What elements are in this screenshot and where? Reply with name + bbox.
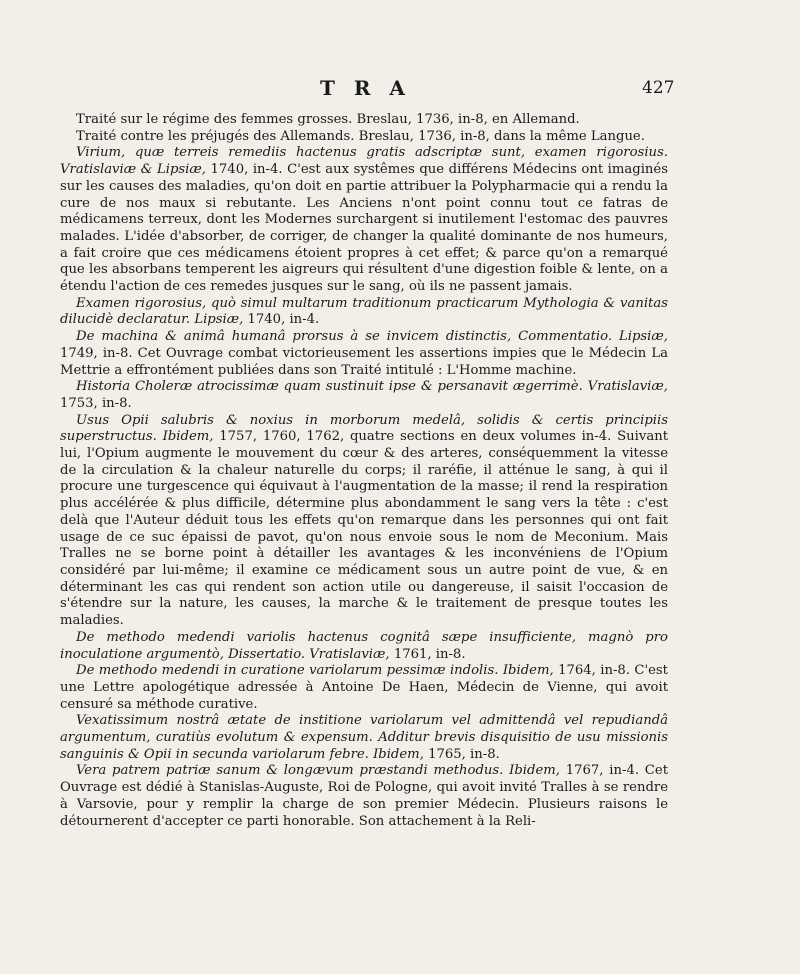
entry-details: Traité sur le régime des femmes grosses. Breslau, 1736, in-8, en Allemand.: [76, 112, 580, 127]
entry-title: Virium, quæ terreis remediis hactenus gratis adscriptæ sunt, examen rigorosius. Vratislaviæ & Lipsiæ,: [60, 145, 668, 178]
entry-details: 1757, 1760, 1762, quatre sections en deux volumes in-4. Suivant lui, l'Opium augmente le mouvement du cœur & des arteres, conséquemment la vitesse de la circulation & la chaleur naturelle du corps; il raréfie, il atténue le sang, à qui il procure une turgescence qui équivaut à l'augmentation de la masse; il rend la respiration plus accélérée & plus difficile, détermine plus abondamment le sang vers la tête : c'est delà que l'Auteur déduit tous les effets qu'on remarque dans les personnes qui ont fait usage de ce suc épaissi de pavot, qu'on nous envoie sous le nom de Meconium. Mais Tralles ne se borne point à détailler les avantages & les inconvéniens de l'Opium considéré par lui-même; il examine ce médicament sous un autre point de vue, & en déterminant les cas qui rendent son action utile ou dangereuse, il saisit l'occasion de s'étendre sur la nature, les causes, la marche & le traitement de presque toutes les maladies.: [60, 429, 668, 629]
entry-title: Vexatissimum nostrâ ætate de institione variolarum vel admittendâ vel repudiandâ argumentum, curatiùs evolutum & expensum. Additur brevis disquisitio de usu missionis sanguinis & Opii in secunda variolarum febre. Ibidem,: [60, 713, 668, 762]
bibliography-entry: [60, 129, 668, 146]
bibliography-entry: [60, 663, 668, 713]
entry-details: 1765, in-8.: [428, 746, 500, 762]
entry-details: 1740, in-4.: [247, 312, 320, 328]
page-body: [60, 112, 668, 830]
entry-details: 1767, in-4. Cet Ouvrage est dédié à Stanislas-Auguste, Roi de Pologne, qui avoit invité Tralles à se rendre à Varsovie, pour y remplir la charge de son premier Médecin. Plusieurs raisons le détournerent d'accepter ce parti honorable. Son attachement à la Reli-: [60, 763, 668, 829]
entry-details: Traité contre les préjugés des Allemands. Breslau, 1736, in-8, dans la même Langue.: [76, 128, 645, 144]
bibliography-entry: [60, 630, 668, 663]
page-number: 427: [642, 78, 675, 98]
entry-title: De machina & animâ humanâ prorsus à se invicem distinctis, Commentatio. Lipsiæ,: [76, 329, 668, 345]
entry-title: De methodo medendi in curatione variolarum pessimæ indolis. Ibidem,: [76, 663, 554, 679]
entry-title: Usus Opii salubris & noxius in morborum medelâ, solidis & certis principiis superstructus. Ibidem,: [60, 412, 668, 445]
bibliography-entry: [60, 763, 668, 830]
entry-title: Examen rigorosius, quò simul multarum traditionum practicarum Mythologia & vanitas dilucidè declaratur. Lipsiæ,: [60, 295, 668, 328]
entry-details: 1740, in-4. C'est aux systêmes que différens Médecins ont imaginés sur les causes des maladies, qu'on doit en partie attribuer la Polypharmacie qui a rendu la cure de nos maux si rebutante. Les Anciens n'ont point connu tout ce fatras de médicamens terreux, dont les Modernes surchargent si inutilement l'estomac des pauvres malades. L'idée d'absorber, de corriger, de changer la qualité dominante de nos humeurs, a fait croire que ces médicamens étoient propres à cet effet; & parce qu'on a remarqué que les absorbans temperent les aigreurs qui résultent d'une digestion foible & lente, on a étendu l'action de ces remedes jusques sur le sang, où ils ne passent jamais.: [60, 162, 668, 295]
bibliography-entry: [60, 145, 668, 295]
bibliography-entry: [60, 413, 668, 630]
entry-title: De methodo medendi variolis hactenus cognitâ sæpe insufficiente, magnò pro inoculatione argumentò, Dissertatio. Vratislaviæ,: [60, 629, 668, 662]
bibliography-entry: [60, 296, 668, 329]
entry-title: Vera patrem patriæ sanum & longævum præstandi methodus. Ibidem,: [76, 763, 560, 779]
page-header: [0, 76, 800, 100]
bibliography-entry: [60, 379, 668, 412]
entry-details: 1761, in-8.: [393, 646, 466, 662]
entry-details: 1753, in-8.: [60, 395, 132, 411]
entry-title: Historia Choleræ atrocissimæ quam sustinuit ipse & persanavit ægerrimè. Vratislaviæ,: [76, 379, 668, 395]
bibliography-entry: [60, 112, 668, 129]
entry-details: 1749, in-8. Cet Ouvrage combat victorieusement les assertions impies que le Médecin La Mettrie a effrontément publiées dans son Traité intitulé : L'Homme machine.: [60, 345, 668, 378]
bibliography-entry: [60, 713, 668, 763]
bibliography-entry: [60, 329, 668, 379]
running-head: T R A: [320, 76, 411, 100]
entry-details: 1764, in-8. C'est une Lettre apologétique adressée à Antoine De Haen, Médecin de Vienne, qui avoit censuré sa méthode curative.: [60, 663, 668, 712]
